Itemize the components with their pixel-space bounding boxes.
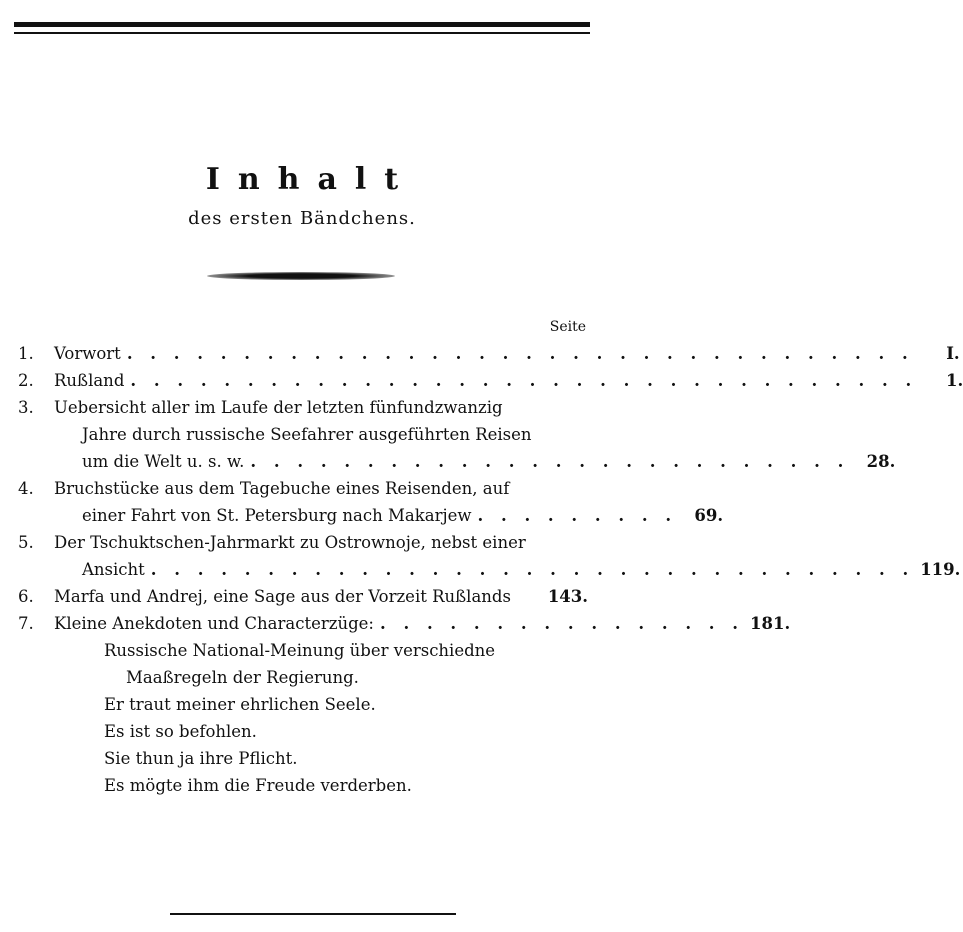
entry-page: I.: [946, 344, 960, 363]
entry-title: Marfa und Andrej, eine Sage aus der Vorzeit Rußlands: [54, 587, 511, 606]
toc-subentry: [18, 691, 588, 718]
entry-number: 6.: [18, 587, 34, 606]
toc-entry: [18, 583, 588, 610]
entry-title: Uebersicht aller im Laufe der letzten fünfundzwanzig: [54, 398, 503, 417]
entry-title: Rußland: [54, 371, 125, 390]
leader-dots: . . . . . . . . . . . . . . . . . . . . . . . . . . . . . . . . .: [150, 560, 915, 579]
leader-dots: . . . . . . . . . . . . . . . .: [379, 614, 745, 633]
toc-entry: [18, 367, 963, 394]
toc-entry: [18, 340, 960, 367]
entry-title: Der Tschuktschen-Jahrmarkt zu Ostrownoje, nebst einer: [54, 533, 526, 552]
leader-dots: . . . . . . . . . . . . . . . . . . . . . . . . . .: [250, 452, 850, 471]
ornament-rule: [207, 272, 395, 280]
leader-dots: . . . . . . . . .: [477, 506, 678, 525]
subentry-title: Sie thun ja ihre Pflicht.: [104, 749, 298, 768]
toc-subentry: [18, 718, 588, 745]
subentry-title: Russische National-Meinung über verschiedne: [104, 641, 496, 660]
entry-title-continuation: Jahre durch russische Seefahrer ausgeführten Reisen: [82, 425, 532, 444]
entry-title-continuation: um die Welt u. s. w.: [82, 452, 245, 471]
entry-title: Kleine Anekdoten und Characterzüge:: [54, 614, 374, 633]
entry-number: 4.: [18, 479, 34, 498]
entry-number: 1.: [18, 344, 34, 363]
top-rule-thick: [14, 22, 590, 27]
entry-number: 7.: [18, 614, 34, 633]
toc-entry: [18, 529, 961, 583]
entry-title: Vorwort: [54, 344, 121, 363]
entry-title-continuation: Ansicht: [82, 560, 145, 579]
entry-number: 5.: [18, 533, 34, 552]
entry-page: 143.: [547, 587, 588, 606]
toc-entry: [18, 475, 724, 529]
entry-number: 2.: [18, 371, 34, 390]
toc-subentry: [18, 637, 588, 691]
entry-page: 28.: [866, 452, 896, 471]
leader-dots: . . . . . . . . . . . . . . . . . . . . . . . . . . . . . . . . . .: [126, 344, 914, 363]
entry-page: 1.: [946, 371, 963, 390]
page-title: Inhalt: [205, 162, 417, 197]
subentry-title: Er traut meiner ehrlichen Seele.: [104, 695, 376, 714]
entry-title-continuation: einer Fahrt von St. Petersburg nach Makarjew: [82, 506, 472, 525]
page-column-label: Seite: [549, 319, 586, 335]
entry-page: 181.: [750, 614, 791, 633]
toc-entry: [18, 394, 896, 475]
toc-subentry: [18, 772, 588, 799]
bottom-rule: [170, 913, 456, 915]
entry-page: 119.: [920, 560, 961, 579]
subentry-title: Es mögte ihm die Freude verderben.: [104, 776, 412, 795]
entry-number: 3.: [18, 398, 34, 417]
page-subtitle: des ersten Bändchens.: [188, 208, 416, 229]
leader-dots: . . . . . . . . . . . . . . . . . . . . . . . . . . . . . . . . . .: [130, 371, 918, 390]
table-of-contents: [18, 340, 963, 799]
subentry-title: Es ist so befohlen.: [104, 722, 257, 741]
subentry-title-continuation: Maaßregeln der Regierung.: [126, 668, 359, 687]
top-rule-thin: [14, 32, 590, 34]
entry-page: 69.: [694, 506, 724, 525]
toc-subentry: [18, 745, 588, 772]
toc-entry: [18, 610, 791, 637]
entry-title: Bruchstücke aus dem Tagebuche eines Reisenden, auf: [54, 479, 510, 498]
